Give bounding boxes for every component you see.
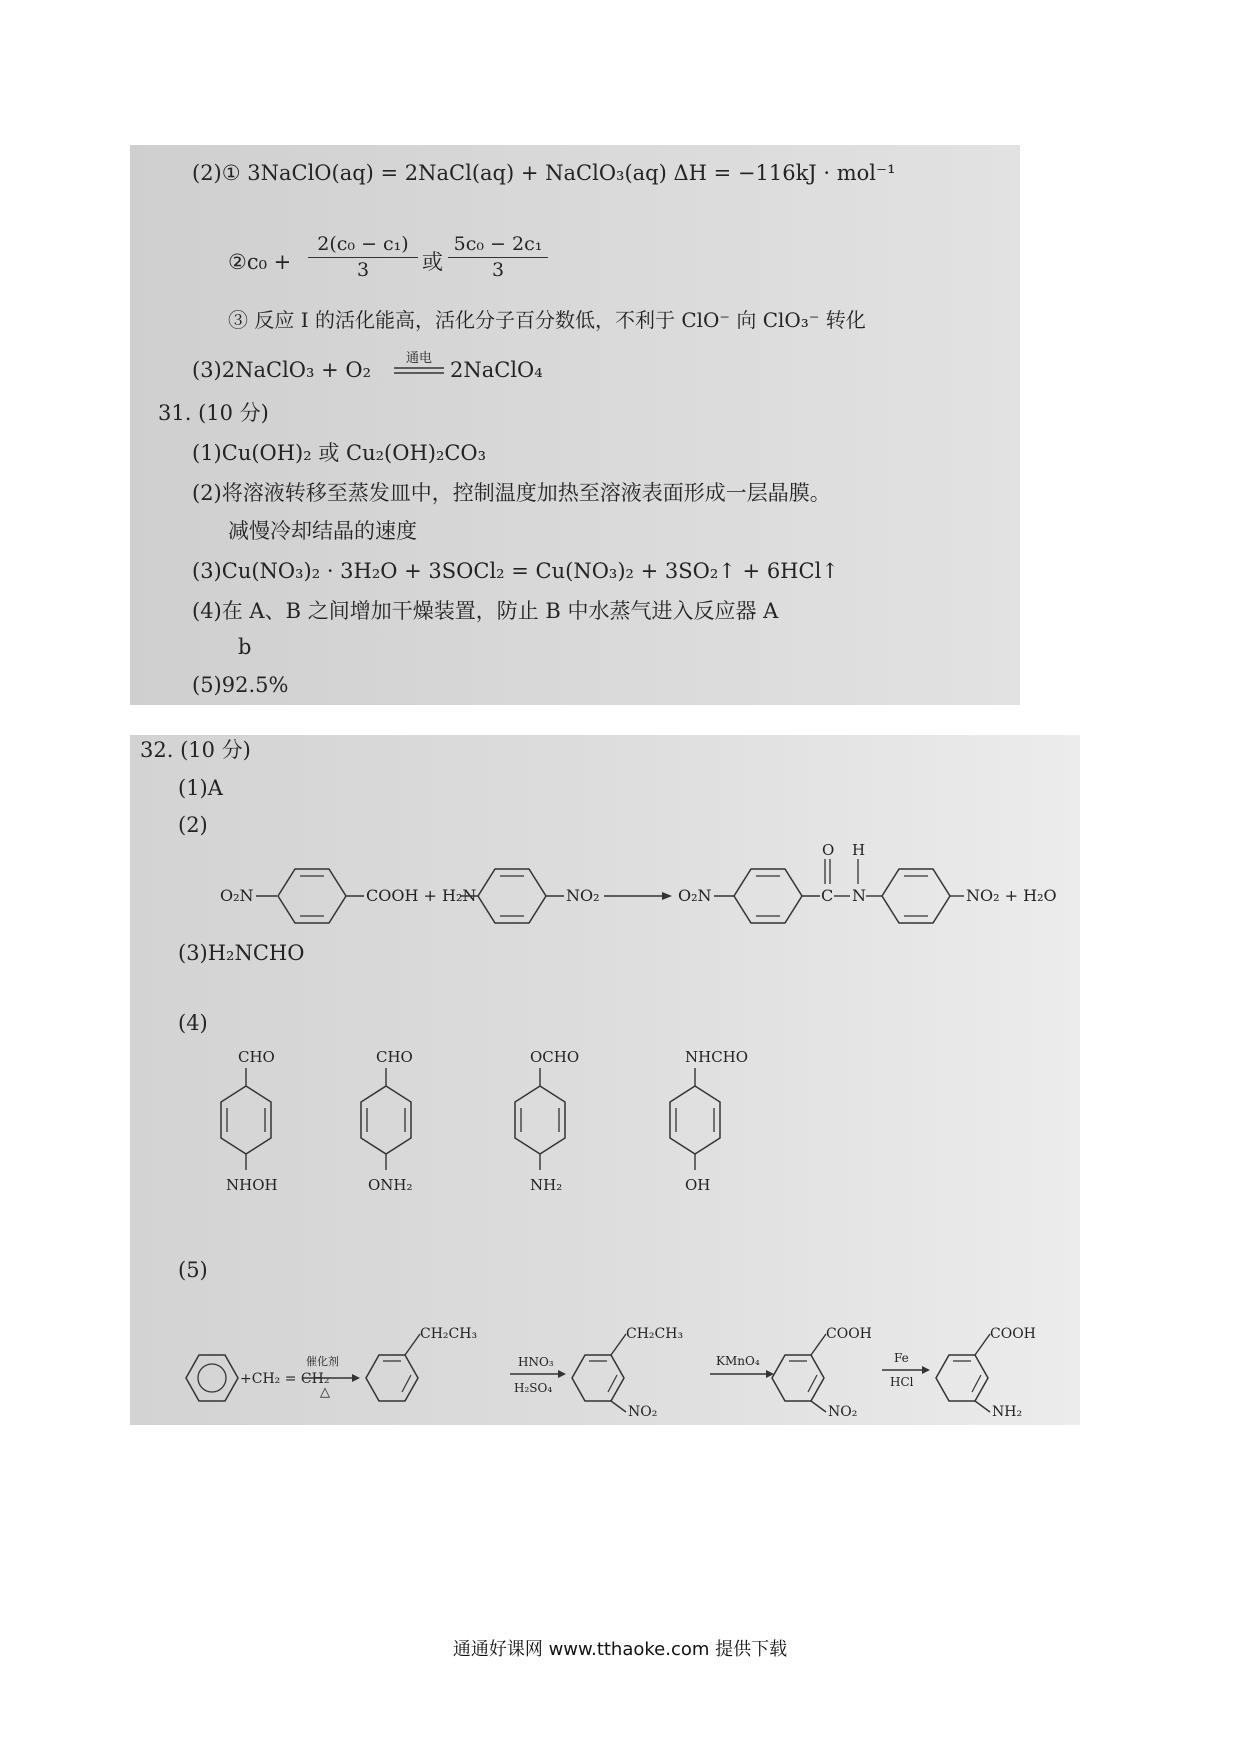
isomer-2-bottom: ONH₂ [368,1176,413,1194]
q3-equal-arrow [392,365,446,377]
fraction-2-numerator: 5c₀ − 2c₁ [453,233,543,255]
sub4-amino: NH₂ [992,1404,1023,1420]
q2-2-fraction-2 [448,235,548,280]
sub2-nitro: NO₂ [628,1404,658,1420]
q2-1-equation: (2)① 3NaClO(aq) = 2NaCl(aq) + NaClO₃(aq) ΔH = −116kJ · mol⁻¹ [192,161,896,185]
p-no2-h2o-label: NO₂ + H₂O [966,886,1057,905]
isomer-2-top: CHO [376,1048,413,1066]
q31-2a: (2)将溶液转移至蒸发皿中，控制温度加热至溶液表面形成一层晶膜。 [192,481,831,505]
fraction-bar [308,257,418,258]
sub4-cooh: COOH [990,1326,1036,1342]
isomer-3-top: OCHO [530,1048,580,1066]
p-h-label: H [852,841,866,859]
answer-scan-block-2 [130,735,1080,1425]
isomer-3-bottom: NH₂ [530,1176,563,1194]
isomer-2-ring [361,1068,411,1170]
aminobenzoic-acid-ring [936,1334,990,1412]
isomer-1-ring [221,1068,271,1170]
q2-2-or: 或 [422,250,443,274]
p-c-label: C [821,886,834,905]
q31-4b: b [238,635,252,659]
q31-4a: (4)在 A、B 之间增加干燥装置，防止 B 中水蒸气进入反应器 A [192,599,779,623]
fraction-1-numerator: 2(c₀ − c₁) [317,233,409,255]
isomer-3-ring [515,1068,565,1170]
benzene-start [186,1355,238,1401]
q32-title: 32. (10 分) [140,738,251,762]
q32-2: (2) [178,813,208,837]
q2-2-fraction-1 [308,235,418,280]
q31-3: (3)Cu(NO₃)₂ · 3H₂O + 3SOCl₂ = Cu(NO₃)₂ + 3SO₂↑ + 6HCl↑ [192,559,839,583]
isomer-3 [530,1048,579,1066]
fraction-bar [448,257,548,258]
q31-1: (1)Cu(OH)₂ 或 Cu₂(OH)₂CO₃ [192,441,487,465]
fraction-1-denominator: 3 [356,259,370,281]
q3-right: 2NaClO₄ [450,358,543,382]
benzene-ring-4 [882,869,950,923]
q3-arrow-label: 通电 [405,351,432,366]
cond1-top: 催化剂 [306,1355,339,1368]
sub1-ethyl: CH₂CH₃ [420,1326,478,1342]
reaction-arrow [604,892,672,900]
r1-o2n-label: O₂N [220,886,254,905]
benzene-ring-2 [478,869,546,923]
isomer-4-top: NHCHO [685,1048,749,1066]
footer-credit: 通通好课网 www.tthaoke.com 提供下载 [452,1639,788,1660]
q32-3: (3)H₂NCHO [178,941,305,965]
isomer-1-top: CHO [238,1048,275,1066]
r2-no2-label: NO₂ [566,886,600,905]
q32-5-synthesis-route [130,1280,1080,1420]
isomer-1-bottom: NHOH [226,1176,278,1194]
sub2-ethyl: CH₂CH₃ [626,1326,684,1342]
benzene-ring-1 [278,869,346,923]
cond4-top: Fe [894,1351,909,1365]
p-n-label: N [852,886,866,905]
p-o-label: O [822,841,835,859]
sub3-cooh: COOH [826,1326,872,1342]
sub3-nitro: NO₂ [828,1404,858,1420]
q32-4-isomers [130,1040,1080,1200]
isomer-2 [376,1048,413,1066]
q32-2-amide-reaction [130,835,1080,925]
nitrobenzoic-acid-ring [772,1334,826,1412]
cond3-top: KMnO₄ [716,1354,760,1368]
cond1-bottom: △ [320,1385,330,1400]
cond2-bottom: H₂SO₄ [514,1381,553,1395]
reagent-ethylene: +CH₂ = CH₂ [240,1371,330,1387]
ethylbenzene-ring [366,1334,420,1401]
r1-cooh-h2n-label: COOH + H₂N [366,886,477,905]
isomer-1 [238,1048,275,1066]
q32-5: (5) [178,1258,208,1282]
answer-scan-block-1 [130,145,1020,705]
q31-2b: 减慢冷却结晶的速度 [228,519,417,543]
q31-title: 31. (10 分) [158,401,269,425]
q3-left: (3)2NaClO₃ + O₂ [192,358,372,382]
cond2-top: HNO₃ [518,1355,554,1369]
p-o2n-label: O₂N [678,886,712,905]
isomer-4-ring [670,1068,720,1170]
benzene-ring-3 [734,869,802,923]
q2-2-prefix: ②c₀ + [228,250,292,274]
q32-1: (1)A [178,776,223,800]
q2-3-text: ③ 反应 I 的活化能高，活化分子百分数低，不利于 ClO⁻ 向 ClO₃⁻ 转化 [228,308,866,332]
q32-4: (4) [178,1011,208,1035]
isomer-4-bottom: OH [685,1176,711,1194]
fraction-2-denominator: 3 [491,259,505,281]
isomer-4 [685,1048,748,1066]
cond4-bottom: HCl [890,1375,914,1389]
q31-5: (5)92.5% [192,673,289,697]
nitroethylbenzene-ring [572,1334,626,1412]
